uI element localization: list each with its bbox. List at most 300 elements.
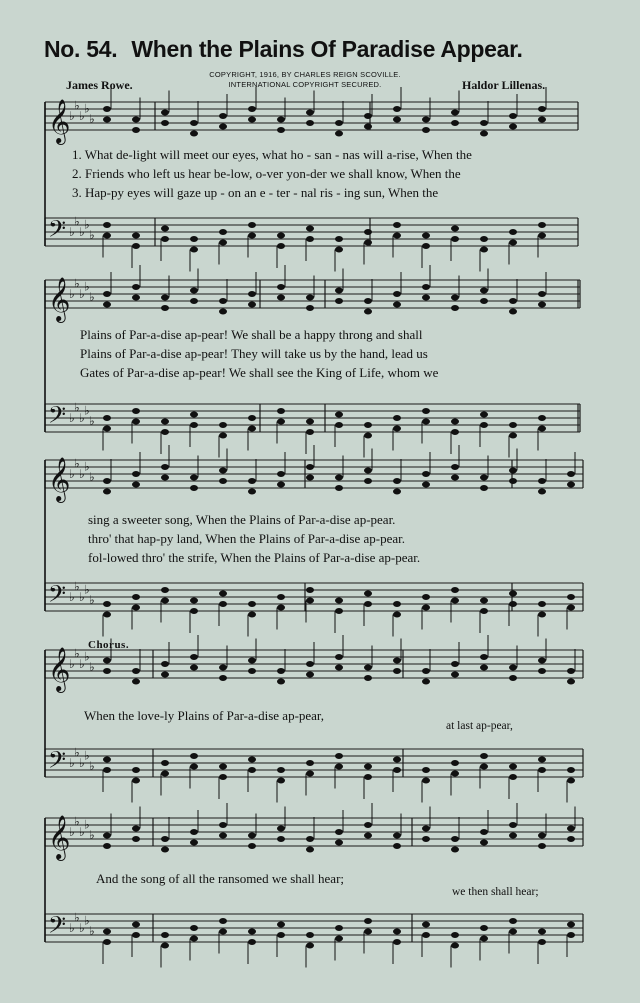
note-head <box>248 658 256 664</box>
note-head <box>567 778 575 784</box>
note-head <box>422 117 430 123</box>
flat-sign-icon: ♭ <box>84 649 90 664</box>
note-head <box>393 612 401 618</box>
note-head <box>393 426 401 432</box>
flat-sign-icon: ♭ <box>69 287 75 301</box>
treble-clef-icon: 𝄞 <box>48 815 71 859</box>
note-head <box>103 291 111 297</box>
note-head <box>509 591 517 597</box>
note-head <box>422 127 430 133</box>
note-head <box>451 760 459 766</box>
note-head <box>190 665 198 671</box>
flat-sign-icon: ♭ <box>74 98 80 113</box>
note-head <box>451 120 459 126</box>
flat-sign-icon: ♭ <box>89 759 95 773</box>
note-head <box>248 106 256 112</box>
note-head <box>480 298 488 304</box>
note-head <box>480 925 488 931</box>
flat-sign-icon: ♭ <box>79 287 85 301</box>
note-head <box>335 475 343 481</box>
note-head <box>306 475 314 481</box>
note-head <box>335 288 343 294</box>
note-head <box>219 298 227 304</box>
note-head <box>161 760 169 766</box>
note-head <box>567 836 575 842</box>
note-head <box>509 918 517 924</box>
note-head <box>277 408 285 414</box>
bass-clef-icon: 𝄢 <box>48 215 67 248</box>
note-head <box>161 419 169 425</box>
flat-sign-icon: ♭ <box>79 756 85 770</box>
note-head <box>422 284 430 290</box>
flat-sign-icon: ♭ <box>69 411 75 425</box>
flat-sign-icon: ♭ <box>74 456 80 471</box>
note-head <box>509 229 517 235</box>
note-head <box>480 412 488 418</box>
note-head <box>103 612 111 618</box>
note-head <box>567 482 575 488</box>
note-head <box>480 120 488 126</box>
note-head <box>422 233 430 239</box>
note-head <box>480 764 488 770</box>
note-head <box>190 764 198 770</box>
note-head <box>393 478 401 484</box>
note-head <box>248 222 256 228</box>
note-head <box>306 226 314 232</box>
flat-sign-icon: ♭ <box>84 459 90 474</box>
note-head <box>422 932 430 938</box>
note-head <box>103 658 111 664</box>
flat-sign-icon: ♭ <box>84 279 90 294</box>
note-head <box>335 412 343 418</box>
note-head <box>451 305 459 311</box>
note-head <box>248 415 256 421</box>
hymn-number: No. 54. <box>44 36 118 62</box>
note-head <box>567 767 575 773</box>
note-head <box>538 833 546 839</box>
note-head <box>277 594 285 600</box>
note-head <box>422 605 430 611</box>
flat-sign-icon: ♭ <box>74 646 80 661</box>
note-head <box>219 478 227 484</box>
lyric-line: And the song of all the ransomed we shall hear; <box>96 871 345 886</box>
note-head <box>248 767 256 773</box>
note-head <box>364 298 372 304</box>
lyric-line: fol-lowed thro' the strife, When the Plains of Par-a-dise ap-pear. <box>88 550 421 565</box>
note-head <box>190 608 198 614</box>
note-head <box>248 843 256 849</box>
note-head <box>190 120 198 126</box>
bass-clef-icon: 𝄢 <box>48 911 67 944</box>
note-head <box>190 131 198 137</box>
note-head <box>480 936 488 942</box>
note-head <box>219 601 227 607</box>
note-head <box>132 767 140 773</box>
note-head <box>364 774 372 780</box>
note-head <box>538 843 546 849</box>
note-head <box>509 478 517 484</box>
note-head <box>190 236 198 242</box>
note-head <box>538 117 546 123</box>
note-head <box>335 131 343 137</box>
note-head <box>132 233 140 239</box>
note-head <box>161 771 169 777</box>
note-head <box>364 240 372 246</box>
note-head <box>219 124 227 130</box>
note-head <box>451 847 459 853</box>
note-head <box>219 422 227 428</box>
note-head <box>538 222 546 228</box>
note-head <box>161 847 169 853</box>
note-head <box>335 608 343 614</box>
note-head <box>190 485 198 491</box>
note-head <box>451 661 459 667</box>
flat-sign-icon: ♭ <box>89 414 95 428</box>
note-head <box>422 668 430 674</box>
note-head <box>509 764 517 770</box>
note-head <box>335 936 343 942</box>
note-head <box>393 233 401 239</box>
note-head <box>103 415 111 421</box>
note-head <box>306 672 314 678</box>
note-head <box>364 591 372 597</box>
note-head <box>509 665 517 671</box>
note-head <box>103 233 111 239</box>
note-head <box>132 243 140 249</box>
note-head <box>335 247 343 253</box>
note-head <box>480 654 488 660</box>
note-head <box>190 840 198 846</box>
note-head <box>422 594 430 600</box>
note-head <box>219 675 227 681</box>
note-head <box>161 110 169 116</box>
treble-clef-icon: 𝄞 <box>48 647 71 691</box>
flat-sign-icon: ♭ <box>84 817 90 832</box>
note-head <box>103 929 111 935</box>
note-head <box>306 836 314 842</box>
note-head <box>567 932 575 938</box>
note-head <box>277 127 285 133</box>
note-head <box>306 295 314 301</box>
note-head <box>277 243 285 249</box>
lyric-line: Plains of Par-a-dise ap-pear! We shall be a happy throng and shall <box>80 327 423 342</box>
note-head <box>219 774 227 780</box>
flat-sign-icon: ♭ <box>84 101 90 116</box>
flat-sign-icon: ♭ <box>79 411 85 425</box>
note-head <box>364 433 372 439</box>
note-head <box>422 295 430 301</box>
note-head <box>538 929 546 935</box>
note-head <box>132 295 140 301</box>
note-head <box>567 922 575 928</box>
note-head <box>480 236 488 242</box>
note-head <box>335 422 343 428</box>
note-head <box>132 594 140 600</box>
note-head <box>509 240 517 246</box>
note-head <box>538 757 546 763</box>
note-head <box>248 117 256 123</box>
lyricist-credit: James Rowe. <box>66 78 133 92</box>
note-head <box>480 422 488 428</box>
note-head <box>277 284 285 290</box>
flat-sign-icon: ♭ <box>74 400 80 415</box>
note-head <box>509 124 517 130</box>
note-head <box>335 654 343 660</box>
note-head <box>451 932 459 938</box>
note-head <box>538 426 546 432</box>
lyric-line: Gates of Par-a-dise ap-pear! We shall see the King of Life, whom we <box>80 365 439 380</box>
note-head <box>219 229 227 235</box>
flat-sign-icon: ♭ <box>84 403 90 418</box>
note-head <box>422 419 430 425</box>
note-head <box>364 229 372 235</box>
note-head <box>306 236 314 242</box>
note-head <box>451 598 459 604</box>
note-head <box>451 419 459 425</box>
lyric-line: sing a sweeter song, When the Plains of Par-a-dise ap-pear. <box>88 512 396 527</box>
note-head <box>422 836 430 842</box>
note-head <box>132 668 140 674</box>
note-head <box>538 668 546 674</box>
lyric-line: 1. What de-light will meet our eyes, what ho - san - nas will a-rise, When the <box>72 147 472 162</box>
note-head <box>306 771 314 777</box>
note-head <box>248 939 256 945</box>
lyric-line: 3. Hap-py eyes will gaze up - on an e - ter - nal ris - ing sun, When the <box>72 185 439 200</box>
note-head <box>364 478 372 484</box>
note-head <box>190 247 198 253</box>
note-head <box>190 925 198 931</box>
note-head <box>335 120 343 126</box>
note-head <box>103 843 111 849</box>
note-head <box>277 605 285 611</box>
note-head <box>190 598 198 604</box>
note-head <box>451 110 459 116</box>
note-head <box>335 753 343 759</box>
note-head <box>103 478 111 484</box>
note-head <box>538 658 546 664</box>
flat-sign-icon: ♭ <box>69 467 75 481</box>
note-head <box>103 757 111 763</box>
note-head <box>161 226 169 232</box>
note-head <box>161 672 169 678</box>
note-head <box>248 302 256 308</box>
note-head <box>364 822 372 828</box>
note-head <box>422 778 430 784</box>
note-head <box>161 120 169 126</box>
note-head <box>422 408 430 414</box>
note-head <box>103 302 111 308</box>
note-head <box>306 429 314 435</box>
flat-sign-icon: ♭ <box>84 582 90 597</box>
note-head <box>451 226 459 232</box>
note-head <box>306 419 314 425</box>
note-head <box>132 605 140 611</box>
note-head <box>538 601 546 607</box>
note-head <box>132 117 140 123</box>
note-head <box>161 587 169 593</box>
note-head <box>393 658 401 664</box>
note-head <box>132 836 140 842</box>
note-head <box>567 679 575 685</box>
note-head <box>306 943 314 949</box>
note-head <box>219 665 227 671</box>
flat-sign-icon: ♭ <box>69 590 75 604</box>
note-head <box>219 240 227 246</box>
flat-sign-icon: ♭ <box>74 276 80 291</box>
note-head <box>393 489 401 495</box>
flat-sign-icon: ♭ <box>74 579 80 594</box>
flat-sign-icon: ♭ <box>89 470 95 484</box>
treble-clef-icon: 𝄞 <box>48 99 71 143</box>
note-head <box>132 284 140 290</box>
echo-lyric: we then shall hear; <box>452 886 539 898</box>
note-head <box>161 295 169 301</box>
note-head <box>103 601 111 607</box>
note-head <box>509 433 517 439</box>
note-head <box>509 822 517 828</box>
note-head <box>248 478 256 484</box>
note-head <box>509 833 517 839</box>
note-head <box>277 482 285 488</box>
note-head <box>277 233 285 239</box>
note-head <box>364 113 372 119</box>
note-head <box>364 124 372 130</box>
flat-sign-icon: ♭ <box>89 660 95 674</box>
note-head <box>132 419 140 425</box>
note-head <box>335 829 343 835</box>
note-head <box>509 113 517 119</box>
note-head <box>161 932 169 938</box>
note-head <box>161 661 169 667</box>
note-head <box>248 233 256 239</box>
note-head <box>132 482 140 488</box>
note-head <box>132 471 140 477</box>
note-head <box>393 939 401 945</box>
note-head <box>422 922 430 928</box>
note-head <box>480 247 488 253</box>
note-head <box>335 236 343 242</box>
note-head <box>538 767 546 773</box>
flat-sign-icon: ♭ <box>84 217 90 232</box>
note-head <box>509 468 517 474</box>
note-head <box>306 847 314 853</box>
note-head <box>364 309 372 315</box>
note-head <box>103 426 111 432</box>
flat-sign-icon: ♭ <box>84 913 90 928</box>
note-head <box>219 113 227 119</box>
note-head <box>219 764 227 770</box>
note-head <box>422 471 430 477</box>
note-head <box>509 422 517 428</box>
note-head <box>422 243 430 249</box>
treble-clef-icon: 𝄞 <box>48 457 71 501</box>
note-head <box>480 840 488 846</box>
note-head <box>248 601 256 607</box>
note-head <box>277 767 285 773</box>
flat-sign-icon: ♭ <box>79 825 85 839</box>
note-head <box>161 464 169 470</box>
note-head <box>422 767 430 773</box>
note-head <box>219 918 227 924</box>
note-head <box>364 675 372 681</box>
note-head <box>538 302 546 308</box>
note-head <box>567 594 575 600</box>
note-head <box>219 822 227 828</box>
note-head <box>364 929 372 935</box>
flat-sign-icon: ♭ <box>69 225 75 239</box>
note-head <box>306 661 314 667</box>
note-head <box>451 836 459 842</box>
note-head <box>393 302 401 308</box>
note-head <box>219 929 227 935</box>
note-head <box>306 587 314 593</box>
note-head <box>103 767 111 773</box>
note-head <box>219 833 227 839</box>
note-head <box>451 475 459 481</box>
note-head <box>335 764 343 770</box>
note-head <box>103 833 111 839</box>
note-head <box>190 936 198 942</box>
note-head <box>567 826 575 832</box>
copyright-line: COPYRIGHT, 1916, BY CHARLES REIGN SCOVILLE. <box>209 70 401 79</box>
note-head <box>248 489 256 495</box>
flat-sign-icon: ♭ <box>74 910 80 925</box>
note-head <box>364 833 372 839</box>
note-head <box>277 826 285 832</box>
note-head <box>306 305 314 311</box>
note-head <box>335 840 343 846</box>
note-head <box>451 771 459 777</box>
note-head <box>306 120 314 126</box>
note-head <box>132 778 140 784</box>
note-head <box>509 309 517 315</box>
flat-sign-icon: ♭ <box>79 657 85 671</box>
note-head <box>306 110 314 116</box>
note-head <box>451 672 459 678</box>
note-head <box>538 612 546 618</box>
chorus-label: Chorus. <box>88 639 130 651</box>
note-head <box>364 422 372 428</box>
flat-sign-icon: ♭ <box>89 290 95 304</box>
flat-sign-icon: ♭ <box>89 828 95 842</box>
note-head <box>335 298 343 304</box>
bass-clef-icon: 𝄢 <box>48 401 67 434</box>
note-head <box>219 309 227 315</box>
note-head <box>364 601 372 607</box>
note-head <box>393 767 401 773</box>
flat-sign-icon: ♭ <box>74 214 80 229</box>
echo-lyric: at last ap-pear, <box>446 720 513 732</box>
note-head <box>364 468 372 474</box>
note-head <box>480 753 488 759</box>
flat-sign-icon: ♭ <box>89 228 95 242</box>
note-head <box>509 929 517 935</box>
note-head <box>480 598 488 604</box>
note-head <box>480 131 488 137</box>
note-head <box>277 117 285 123</box>
note-head <box>538 291 546 297</box>
flat-sign-icon: ♭ <box>69 109 75 123</box>
note-head <box>277 836 285 842</box>
treble-clef-icon: 𝄞 <box>48 277 71 321</box>
note-head <box>190 288 198 294</box>
lyric-line: thro' that hap-py land, When the Plains of Par-a-dise ap-pear. <box>88 531 405 546</box>
note-head <box>509 601 517 607</box>
note-head <box>480 829 488 835</box>
note-head <box>538 233 546 239</box>
note-head <box>161 836 169 842</box>
flat-sign-icon: ♭ <box>89 112 95 126</box>
